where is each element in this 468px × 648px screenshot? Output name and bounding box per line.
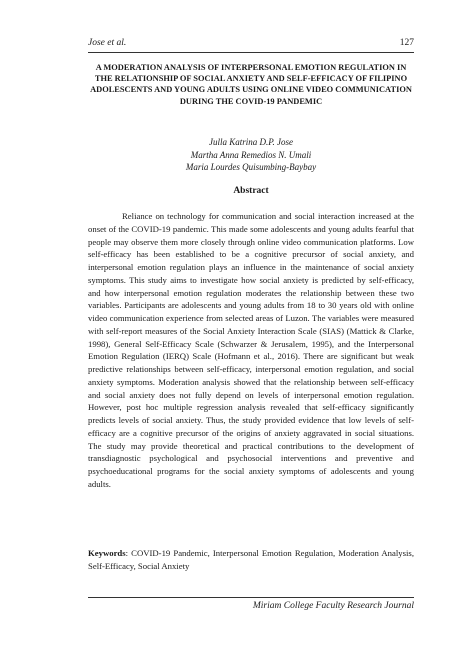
keywords-line (88, 547, 414, 573)
running-head-author: Jose et al. (88, 38, 127, 48)
author-name: Julla Katrina D.P. Jose (208, 137, 294, 147)
abstract-heading: Abstract (233, 186, 269, 196)
keywords-text: : COVID-19 Pandemic, Interpersonal Emotion Regulation, Moderation Analysis, Self-Efficacy, Social Anxiety (88, 548, 414, 571)
author-list (88, 136, 414, 174)
page-number: 127 (399, 38, 414, 48)
keywords-label: Keywords (88, 548, 126, 558)
header-rule (88, 52, 414, 53)
abstract-text: Reliance on technology for communication and social interaction increased at the onset of the COVID-19 pandemic. This made some adolescents and young adults fearful that people may observe them more closely through online video communication platforms. Low self-efficacy has been established to be a cognitive precursor of social anxiety, and interpersonal emotion regulation plays an influence in the maintenance of social anxiety symptoms. This study aims to investigate how social anxiety is predicted by self-efficacy, and how interpersonal emotion regulation moderates the relationship between these two variables. Participants are adolescents and young adults from 18 to 30 years old with online video communication experience from selected areas of Luzon. The variables were measured with self-report measures of the Social Anxiety Interaction Scale (SIAS) (Mattick & Clarke, 1998), General Self-Efficacy Scale (Schwarzer & Jerusalem, 1995), and the Interpersonal Emotion Regulation (IERQ) Scale (Hofmann et al., 2016). There are significant but weak predictive relationships between self-efficacy, interpersonal emotion regulation, and social anxiety symptoms. Moderation analysis showed that the relationship between self-efficacy and social anxiety does not fully depend on levels of interpersonal emotion regulation. However, post hoc multiple regression analysis revealed that self-efficacy significantly predicts levels of social anxiety. Thus, the study provided evidence that low levels of self-efficacy are a cognitive precursor of the origins of anxiety aggravated in social situations. The study may provide theoretical and practical contributions to the development of transdiagnostic psychological and psychosocial interventions and preventive and psychoeducational programs for the social anxiety symptoms of adolescents and young adults. (88, 211, 414, 489)
journal-name: Miriam College Faculty Research Journal (252, 601, 414, 611)
running-head (88, 38, 414, 50)
paper-title: A MODERATION ANALYSIS OF INTERPERSONAL EMOTION REGULATION IN THE RELATIONSHIP OF SOCIAL ANXIETY AND SELF-EFFICACY OF FILIPINO ADOLESCENTS AND YOUNG ADULTS USING ONLINE VIDEO COMMUNICATION DURING THE COVID-19 PANDEMIC (90, 63, 412, 106)
author-name: Maria Lourdes Quisumbing-Baybay (185, 162, 317, 172)
author-name: Martha Anna Remedios N. Umali (190, 149, 312, 160)
footer-rule (88, 597, 414, 598)
